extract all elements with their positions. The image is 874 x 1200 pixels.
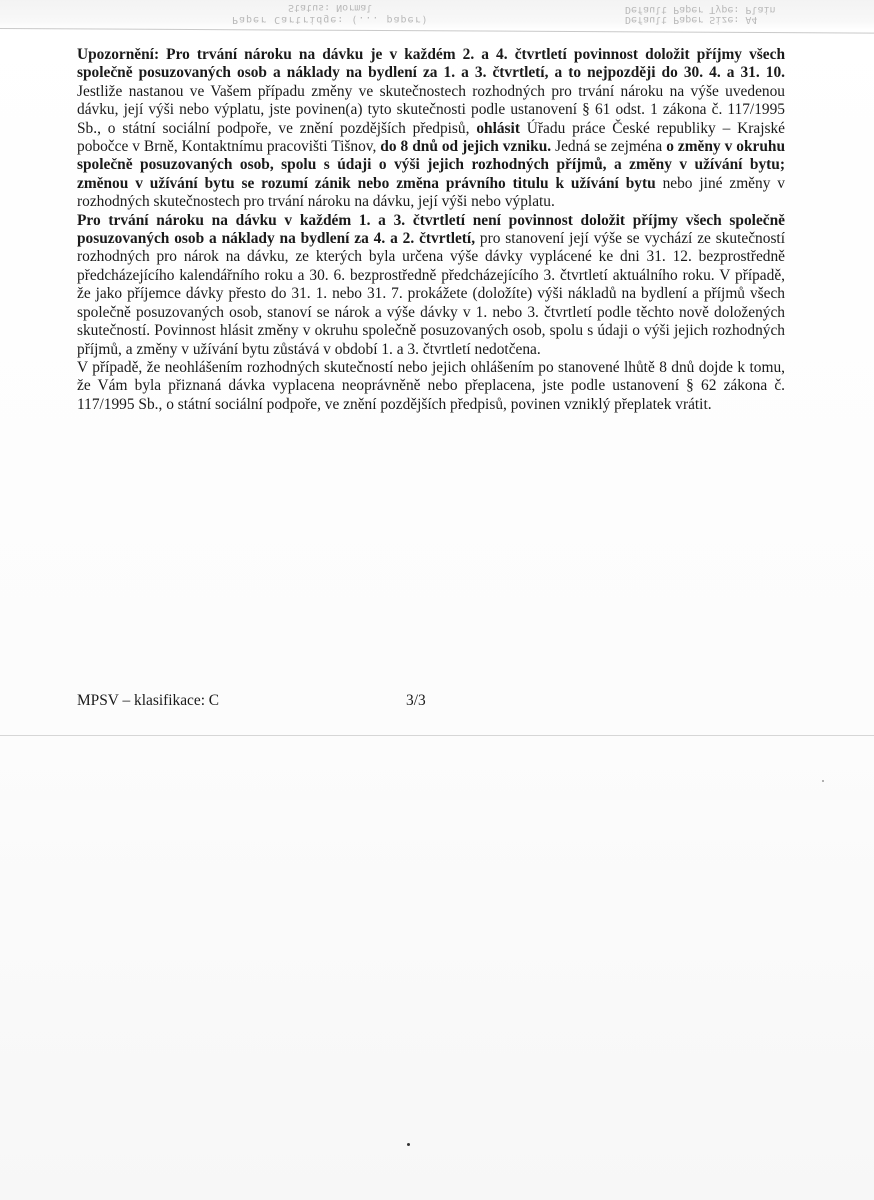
notice-text: Úřadu práce České republiky – Krajské pobočce v Brně, Kontaktnímu pracovišti Tišnov,	[77, 119, 785, 156]
notice-text: Jedná se zejména	[551, 138, 667, 156]
notice-text: Jestliže nastanou ve Vašem případu změny ve skutečnostech rozhodných pro trvání nároku na výše uvedenou dávku, její výši nebo výplatu, jste povinen(a) tyto skutečnosti podle ustanovení § 61 odst. 1 zákona č. 117/1995 Sb., o státní sociální podpoře, ve znění pozdějších předpisů,	[77, 82, 785, 137]
footer-page-number: 3/3	[406, 692, 426, 709]
page-bottom-edge	[0, 735, 874, 736]
bleed-through-text: Paper Cartridge: (... paper)	[232, 14, 429, 25]
bleed-through-text: Default Paper Type: Plain	[625, 4, 776, 15]
footer-classification: MPSV – klasifikace: C	[77, 692, 220, 709]
quarter-paragraph	[77, 212, 785, 359]
scan-speck	[822, 780, 824, 782]
notice-text: nebo jiné změny v rozhodných skutečnostech pro trvání nároku na dávku, její výši nebo výplatu.	[77, 174, 785, 211]
overpayment-paragraph: V případě, že neohlášením rozhodných skutečností nebo jejich ohlášením po stanovené lhůtě 8 dnů dojde k tomu, že Vám byla přiznaná dávka vyplacena neoprávněně nebo přeplacena, jste podle ustanovení § 62 zákona č. 117/1995 Sb., o státní sociální podpoře, ve znění pozdějších předpisů, povinen vzniklý přeplatek vrátit.	[77, 358, 785, 413]
notice-bold-changes: o změny v okruhu společně posuzovaných osob, spolu s údaji o výši jejich rozhodných příjmů, a změny v užívání bytu; změnou v užívání bytu se rozumí zánik nebo změna právního titulu k užívání bytu	[77, 138, 786, 192]
bleed-through-text: Default Paper Size: A4	[625, 14, 758, 25]
quarter-text: pro stanovení její výše se vychází ze skutečností rozhodných pro nárok na dávku, ze kterých byla určena výše dávky vyplácené ke dni 31. 12. bezprostředně předcházejícího kalendářního roku a 30. 6. bezprostředně předcházejícího 3. čtvrtletí aktuálního roku. V případě, že jako příjemce dávky přesto do 31. 1. nebo 31. 7. prokážete (doložíte) výši nákladů na bydlení a příjmů všech společně posuzovaných osob, stanoví se nárok a výše dávky v 1. nebo 3. čtvrtletí podle těchto nově doložených skutečností. Povinnost hlásit změny v okruhu společně posuzovaných osob, spolu s údaji o výši jejich rozhodných příjmů, a změny v užívání bytu zůstává v období 1. a 3. čtvrtletí nedotčena.	[77, 230, 785, 358]
document-body	[77, 46, 785, 414]
notice-bold-report: ohlásit	[476, 119, 520, 137]
notice-paragraph	[77, 46, 785, 212]
scan-speck	[407, 1143, 410, 1146]
notice-bold-intro: Upozornění: Pro trvání nároku na dávku je v každém 2. a 4. čtvrtletí povinnost doložit příjmy všech společně posuzovaných osob a náklady na bydlení za 1. a 3. čtvrtletí, a to nejpozději do 30. 4. a 31. 10.	[77, 46, 785, 82]
quarter-bold-intro: Pro trvání nároku na dávku v každém 1. a 3. čtvrtletí není povinnost doložit příjmy všech společně posuzovaných osob a náklady na bydlení za 4. a 2. čtvrtletí,	[77, 211, 785, 248]
bleed-through-text: Status: Normal	[288, 2, 373, 13]
notice-bold-deadline: do 8 dnů od jejich vzniku.	[380, 138, 552, 156]
